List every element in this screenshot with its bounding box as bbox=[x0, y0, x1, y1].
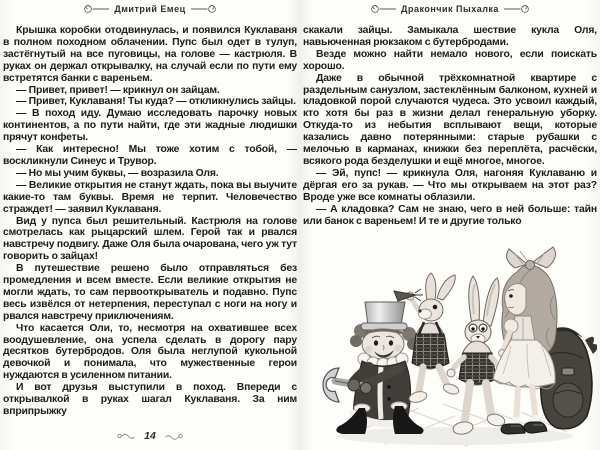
page-left bbox=[3, 0, 297, 450]
page-number: 14 bbox=[144, 430, 156, 442]
page-footer-left bbox=[3, 430, 297, 442]
paragraph: — Привет, привет! — крикнул он зайцам. bbox=[16, 84, 220, 96]
text-column-right bbox=[303, 25, 597, 233]
paragraph: Везде можно найти немало нового, если поискать хорошо. bbox=[303, 48, 597, 72]
running-header-title: Дракончик Пыхалка bbox=[401, 4, 499, 14]
shoe bbox=[501, 424, 525, 434]
paragraph: В путешествие решено было отправляться без промедления и всем вместе. Если великие открытия не могли ждать, то сам первооткрыватель и подавно. Пупс весь извёлся от нетерпения, переступал с ноги на ногу и рвался навстречу приключениям. bbox=[3, 263, 297, 322]
paragraph: — Эй, пупс! — крикнула Оля, нагоняя Куклаваню и дёргая его за рукав. — Что мы открываем на этот раз? Вроде уже все комнаты облазили. bbox=[303, 167, 597, 203]
can-opener-claw bbox=[323, 368, 339, 402]
swirl-flourish-icon bbox=[165, 432, 183, 440]
spiral-flourish-icon bbox=[83, 4, 109, 14]
paragraph: — Привет, Куклаваня! Ты куда? — откликнулись зайцы. bbox=[16, 96, 296, 108]
saucepan-hat bbox=[365, 302, 405, 326]
swirl-flourish-icon bbox=[117, 432, 135, 440]
hair-bow bbox=[507, 249, 527, 268]
running-header-left bbox=[3, 3, 297, 15]
paragraph: Крышка коробки отодвинулась, и появился Куклаваня в полном походном облачении. Пупс был одет в тулуп, застёгнутый на все пуговицы, на голове — кастрюля. В руках он держал открывалку, на случай если по пути ему встретятся банки с вареньем. bbox=[3, 25, 297, 84]
character-kuklavanya bbox=[323, 302, 424, 434]
shoe bbox=[524, 422, 547, 433]
text-column-left bbox=[3, 25, 297, 427]
running-header-right bbox=[303, 3, 597, 15]
paragraph: — Великие открытия не станут ждать, пока вы выучите какие-то там буквы. Время не терпит. Человечество страждет! — заявил Куклаваня. bbox=[3, 179, 297, 215]
paragraph: Что касается Оли, то, несмотря на охватившее всех воодушевление, она успела сделать в дорогу пару десятков бутербродов. Оля была неглупой кукольной девочкой и понимала, что мужественные герои нуждаются в усиленном питании. bbox=[3, 322, 297, 382]
paragraph: — А кладовка? Сам не знаю, чего в ней больше: тайн или банок с вареньем! И те и другие только bbox=[303, 203, 597, 227]
spiral-flourish-icon bbox=[504, 4, 530, 14]
character-olya bbox=[493, 247, 597, 434]
paragraph: — Как интересно! Мы тоже хотим с тобой, — воскликнули Синеус и Трувор. bbox=[3, 144, 297, 167]
paragraph: Вид у пупса был решительный. Кастрюля на голове смотрелась как рыцарский шлем. Герой так и рвался навстречу подвигу. Даже Оля была очарована, чего уж тут говорить о зайцах! bbox=[3, 215, 297, 263]
character-rabbit-truvor bbox=[447, 276, 507, 436]
spiral-flourish-icon bbox=[191, 4, 217, 14]
plaid-overalls bbox=[412, 334, 449, 368]
paragraph: — Но мы учим буквы, — возразила Оля. bbox=[16, 167, 219, 179]
paragraph: Даже в обычной трёхкомнатной квартире с раздельным санузлом, застеклённым балконом, кухней и кладовкой порой случаются чудеса. Это усвоил каждый, кто хотя бы раз в жизни делал генеральную уборку. Откуда-то из небытия всплывают вещи, которые казались давно потерянными: старые рубашки с мелочью в карманах, книжки без переплёта, расчёски, всякого рода безделушки и ещё многое, многое. bbox=[303, 72, 597, 167]
paragraph: — В поход иду. Думаю исследовать парочку новых континентов, а по пути найти, где эти жадные людишки прячут конфеты. bbox=[3, 108, 297, 144]
spiral-flourish-icon bbox=[370, 4, 396, 14]
illustration-march-of-toys bbox=[315, 236, 597, 448]
paragraph: И вот друзья выступили в поход. Впереди с открывалкой в руках шагал Куклаваня. За ним вприпрыжку bbox=[3, 382, 297, 417]
paragraph: скакали зайцы. Замыкала шествие кукла Оля, навьюченная рюкзаком с бутербродами. bbox=[303, 25, 597, 48]
face bbox=[505, 284, 526, 315]
running-header-author: Дмитрий Емец bbox=[114, 4, 186, 14]
page-right bbox=[303, 0, 597, 450]
